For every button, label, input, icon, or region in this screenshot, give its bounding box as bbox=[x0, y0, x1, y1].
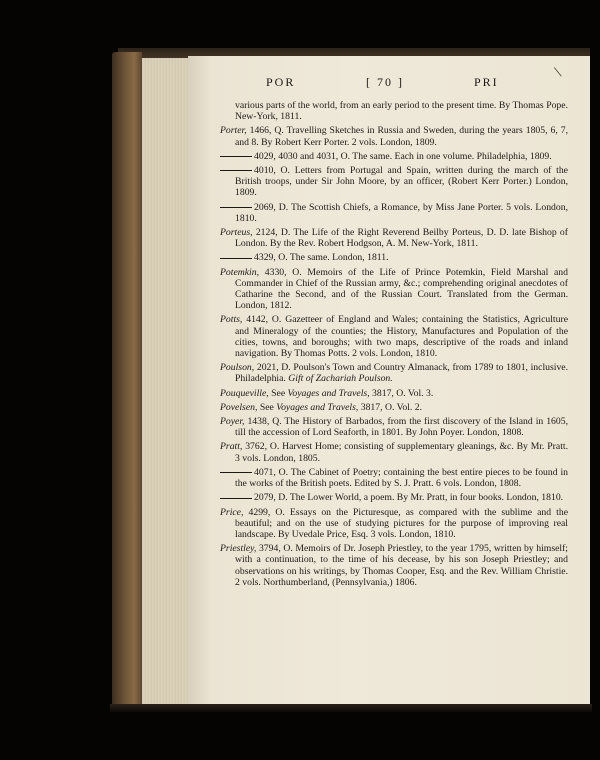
entry-author: Price, bbox=[220, 506, 244, 518]
entry-text: 2069, D. The Scottish Chiefs, a Romance, by Miss Jane Porter. 5 vols. London, 1810. bbox=[235, 201, 568, 224]
catalog-entry bbox=[220, 467, 568, 489]
catalog-entry bbox=[220, 543, 568, 588]
entry-author: Porter, bbox=[220, 125, 247, 137]
catalog-entry bbox=[220, 100, 568, 122]
entry-author: Pratt, bbox=[220, 441, 243, 453]
entry-author: Potemkin, bbox=[220, 266, 260, 278]
entry-author: Potts, bbox=[220, 314, 243, 326]
entry-text: 4329, O. The same. London, 1811. bbox=[254, 252, 389, 264]
catalog-entry bbox=[220, 388, 568, 399]
catalog-entry bbox=[220, 441, 568, 463]
catalog-entries bbox=[220, 100, 568, 591]
entry-text: See bbox=[259, 401, 274, 413]
entry-text: 1438, Q. The History of Barbados, from the first discovery of the Island in 1605, till the accession of Lord Seaforth, in 1801. By John Poyer. London, 1808. bbox=[235, 416, 569, 439]
ditto-dash bbox=[220, 170, 252, 171]
entry-reference: 3817, O. Vol. 2. bbox=[360, 401, 423, 413]
catalog-entry bbox=[220, 267, 568, 312]
entry-text: 4142, O. Gazetteer of England and Wales; containing the Statistics, Agriculture and Mineralogy of the counties; the History, Manufactures and Population of the cities, towns, and boroughs; with two maps, descriptive of the roads and inland navigation. By Thomas Potts. 2 vols. London, 1810. bbox=[235, 314, 568, 360]
entry-text: 3762, O. Harvest Home; consisting of supplementary gleanings, &c. By Mr. Pratt. 3 vols. London, 1805. bbox=[235, 441, 569, 464]
catalog-entry bbox=[220, 202, 568, 224]
entry-author: Poyer, bbox=[220, 416, 245, 428]
header-right-catchword: PRI bbox=[474, 75, 499, 89]
book-bottom-edge bbox=[110, 704, 592, 712]
catalog-entry bbox=[220, 362, 568, 384]
entry-text: 4029, 4030 and 4031, O. The same. Each in one volume. Philadelphia, 1809. bbox=[254, 150, 552, 162]
catalog-entry bbox=[220, 227, 568, 249]
pencil-mark-icon: \ bbox=[552, 63, 563, 82]
entry-italic-text: Gift of Zachariah Poulson. bbox=[288, 373, 393, 385]
entry-text: 4299, O. Essays on the Picturesque, as compared with the sublime and the beautiful; and on the use of studying pictures for the purpose of improving real landscape. By Uvedale Price, Esq. 3 vols. London, 1810. bbox=[235, 506, 569, 540]
entry-italic-text: Voyages and Travels, bbox=[287, 387, 370, 399]
entry-author: Povelsen, bbox=[220, 401, 258, 413]
header-left-catchword: POR bbox=[266, 75, 296, 89]
page-edges bbox=[142, 58, 190, 704]
entry-text: various parts of the world, from an early period to the present time. By Thomas Pope. New-York, 1811. bbox=[235, 100, 568, 123]
catalog-entry bbox=[220, 416, 568, 438]
catalog-entry bbox=[220, 314, 568, 359]
book-page bbox=[188, 56, 590, 706]
entry-text: 2021, D. Poulson's Town and Country Almanack, from 1789 to 1801, inclusive. Philadelphia. bbox=[235, 362, 569, 385]
entry-author: Priestley, bbox=[220, 543, 257, 555]
entry-text: 1466, Q. Travelling Sketches in Russia and Sweden, during the years 1805, 6, 7, and 8. By Robert Kerr Porter. 2 vols. London, 1809. bbox=[235, 125, 568, 148]
catalog-entry bbox=[220, 151, 568, 162]
entry-text: 2079, D. The Lower World, a poem. By Mr. Pratt, in four books. London, 1810. bbox=[254, 492, 564, 504]
entry-author: Porteus, bbox=[220, 227, 253, 239]
entry-author: Pouqueville, bbox=[220, 387, 269, 399]
entry-author: Poulson, bbox=[220, 362, 255, 374]
running-header bbox=[188, 75, 590, 95]
page-number: [ 70 ] bbox=[366, 75, 404, 89]
book-spine bbox=[112, 52, 142, 706]
entry-text: See bbox=[271, 387, 286, 399]
catalog-entry bbox=[220, 252, 568, 263]
entry-text: 4010, O. Letters from Portugal and Spain, written during the march of the British troops, under Sir John Moore, by an officer, (Robert Kerr Porter.) London, 1809. bbox=[235, 165, 568, 199]
catalog-entry bbox=[220, 507, 568, 541]
catalog-entry bbox=[220, 165, 568, 199]
entry-text: 4071, O. The Cabinet of Poetry; containing the best entire pieces to be found in the works of the British poets. Edited by S. J. Pratt. 6 vols. London, 1808. bbox=[235, 466, 568, 490]
catalog-entry bbox=[220, 492, 568, 503]
entry-text: 3794, O. Memoirs of Dr. Joseph Priestley, to the year 1795, written by himself; with a continuation, to the time of his decease, by his son Joseph Priestley; and observations on his writings, by Thomas Cooper, Esq. and the Rev. William Christie. 2 vols. Northumberland, (Pennsylvania,) 1806. bbox=[235, 543, 568, 588]
catalog-entry bbox=[220, 402, 568, 413]
ditto-dash bbox=[220, 156, 252, 157]
entry-reference: 3817, O. Vol. 3. bbox=[372, 387, 434, 399]
entry-text: 2124, D. The Life of the Right Reverend Beilby Porteus, D. D. late Bishop of London. By the Rev. Robert Hodgson, A. M. New-York, 1811. bbox=[235, 227, 568, 250]
ditto-dash bbox=[220, 498, 252, 499]
catalog-entry bbox=[220, 125, 568, 147]
ditto-dash bbox=[220, 258, 252, 259]
entry-italic-text: Voyages and Travels, bbox=[276, 401, 359, 413]
ditto-dash bbox=[220, 207, 252, 208]
entry-text: 4330, O. Memoirs of the Life of Prince Potemkin, Field Marshal and Commander in Chief of the Russian army, &c.; comprehending original anecdotes of Catharine the Second, and of the Russian Court. Translated from the German. London, 1812. bbox=[235, 266, 568, 312]
ditto-dash bbox=[220, 472, 252, 473]
